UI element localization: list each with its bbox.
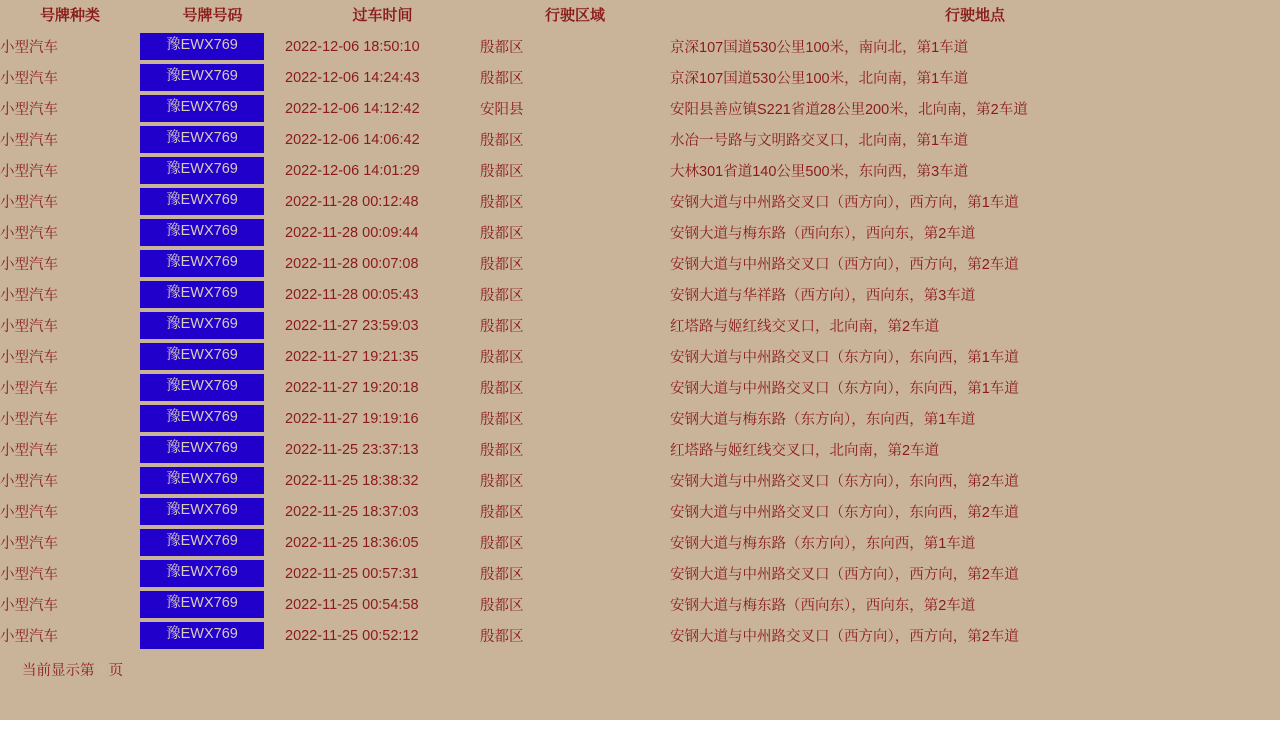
cell-driving-area: 殷都区	[480, 443, 524, 459]
cell-plate-number	[140, 589, 285, 620]
plate-number-badge[interactable]: 豫EWX769	[140, 591, 264, 617]
table-body	[0, 31, 1280, 651]
table-header	[0, 0, 1280, 31]
pagination-prefix: 当前显示第	[22, 663, 95, 679]
table-row	[0, 465, 1280, 496]
plate-number-badge[interactable]: 豫EWX769	[140, 219, 264, 245]
table-row	[0, 279, 1280, 310]
table-row	[0, 589, 1280, 620]
cell-plate-number	[140, 527, 285, 558]
cell-plate-number	[140, 217, 285, 248]
table-row	[0, 62, 1280, 93]
cell-plate-number	[140, 279, 285, 310]
cell-driving-place: 安钢大道与中州路交叉口（西方向），西方向，第2车道	[670, 629, 1019, 645]
cell-plate-type: 小型汽车	[0, 474, 58, 490]
column-header-pass-time: 过车时间	[352, 7, 413, 24]
cell-driving-place: 安钢大道与中州路交叉口（东方向），东向西，第1车道	[670, 350, 1019, 366]
cell-driving-place: 水冶一号路与文明路交叉口，北向南，第1车道	[670, 133, 969, 149]
cell-plate-type: 小型汽车	[0, 195, 58, 211]
cell-plate-number	[140, 124, 285, 155]
cell-plate-number	[140, 341, 285, 372]
cell-plate-type: 小型汽车	[0, 164, 58, 180]
cell-plate-number	[140, 620, 285, 651]
table-row	[0, 527, 1280, 558]
cell-driving-area: 殷都区	[480, 71, 524, 87]
cell-plate-type: 小型汽车	[0, 412, 58, 428]
cell-driving-place: 安钢大道与中州路交叉口（东方向），东向西，第2车道	[670, 474, 1019, 490]
cell-driving-area: 殷都区	[480, 226, 524, 242]
plate-number-badge[interactable]: 豫EWX769	[140, 250, 264, 276]
plate-number-badge[interactable]: 豫EWX769	[140, 622, 264, 648]
column-header-driving-area: 行驶区域	[544, 7, 605, 24]
cell-plate-type: 小型汽车	[0, 443, 58, 459]
plate-number-badge[interactable]: 豫EWX769	[140, 467, 264, 493]
table-row	[0, 620, 1280, 651]
column-header-plate-type: 号牌种类	[39, 7, 100, 24]
cell-pass-time: 2022-11-28 00:09:44	[285, 224, 419, 241]
table-row	[0, 372, 1280, 403]
cell-plate-number	[140, 372, 285, 403]
cell-driving-area: 殷都区	[480, 133, 524, 149]
cell-driving-area: 殷都区	[480, 195, 524, 211]
table-row	[0, 496, 1280, 527]
table-row	[0, 217, 1280, 248]
cell-pass-time: 2022-11-25 18:36:05	[285, 534, 419, 551]
cell-driving-area: 殷都区	[480, 629, 524, 645]
cell-plate-number	[140, 186, 285, 217]
cell-driving-place: 红塔路与姬红线交叉口，北向南，第2车道	[670, 443, 940, 459]
cell-pass-time: 2022-11-27 23:59:03	[285, 317, 419, 334]
pagination-suffix: 页	[108, 663, 124, 679]
cell-driving-area: 殷都区	[480, 381, 524, 397]
plate-number-badge[interactable]: 豫EWX769	[140, 436, 264, 462]
cell-pass-time: 2022-12-06 14:06:42	[285, 131, 420, 148]
bottom-strip	[0, 720, 1280, 734]
cell-plate-type: 小型汽车	[0, 567, 58, 583]
cell-driving-place: 大林301省道140公里500米，东向西，第3车道	[670, 164, 969, 180]
cell-pass-time: 2022-12-06 14:12:42	[285, 100, 420, 117]
cell-driving-area: 殷都区	[480, 536, 524, 552]
table-row	[0, 248, 1280, 279]
cell-pass-time: 2022-11-27 19:20:18	[285, 379, 419, 396]
cell-driving-area: 殷都区	[480, 474, 524, 490]
cell-driving-place: 安钢大道与中州路交叉口（东方向），东向西，第1车道	[670, 381, 1019, 397]
cell-pass-time: 2022-11-25 00:57:31	[285, 565, 419, 582]
cell-driving-area: 殷都区	[480, 350, 524, 366]
cell-plate-type: 小型汽车	[0, 319, 58, 335]
cell-plate-number	[140, 558, 285, 589]
cell-driving-area: 殷都区	[480, 40, 524, 56]
cell-plate-type: 小型汽车	[0, 381, 58, 397]
plate-number-badge[interactable]: 豫EWX769	[140, 64, 264, 90]
cell-plate-type: 小型汽车	[0, 288, 58, 304]
cell-driving-place: 安钢大道与梅东路（西向东），西向东，第2车道	[670, 226, 976, 242]
cell-driving-area: 殷都区	[480, 598, 524, 614]
table-row	[0, 186, 1280, 217]
pagination-status	[0, 659, 1280, 680]
cell-pass-time: 2022-11-25 23:37:13	[285, 441, 419, 458]
cell-plate-type: 小型汽车	[0, 133, 58, 149]
cell-pass-time: 2022-11-25 00:52:12	[285, 627, 419, 644]
cell-pass-time: 2022-11-25 18:38:32	[285, 472, 419, 489]
cell-pass-time: 2022-11-25 18:37:03	[285, 503, 419, 520]
table-row	[0, 31, 1280, 62]
table-row	[0, 124, 1280, 155]
column-header-driving-place: 行驶地点	[944, 7, 1005, 24]
plate-number-badge[interactable]: 豫EWX769	[140, 343, 264, 369]
cell-driving-area: 殷都区	[480, 567, 524, 583]
cell-driving-area: 殷都区	[480, 288, 524, 304]
cell-plate-number	[140, 155, 285, 186]
cell-pass-time: 2022-12-06 18:50:10	[285, 38, 420, 55]
cell-plate-number	[140, 93, 285, 124]
cell-driving-place: 安钢大道与中州路交叉口（西方向），西方向，第2车道	[670, 257, 1019, 273]
cell-plate-type: 小型汽车	[0, 71, 58, 87]
table-header-row	[0, 0, 1280, 31]
cell-driving-place: 安钢大道与华祥路（西方向），西向东，第3车道	[670, 288, 976, 304]
cell-plate-number	[140, 465, 285, 496]
cell-driving-place: 安钢大道与中州路交叉口（西方向），西方向，第2车道	[670, 567, 1019, 583]
cell-pass-time: 2022-11-28 00:07:08	[285, 255, 419, 272]
cell-driving-place: 安钢大道与梅东路（西向东），西向东，第2车道	[670, 598, 976, 614]
plate-number-badge[interactable]: 豫EWX769	[140, 405, 264, 431]
cell-plate-type: 小型汽车	[0, 350, 58, 366]
cell-pass-time: 2022-11-27 19:19:16	[285, 410, 419, 427]
cell-plate-type: 小型汽车	[0, 102, 58, 118]
cell-pass-time: 2022-11-25 00:54:58	[285, 596, 419, 613]
cell-driving-place: 安钢大道与中州路交叉口（西方向），西方向，第1车道	[670, 195, 1019, 211]
plate-number-badge[interactable]: 豫EWX769	[140, 498, 264, 524]
table-row	[0, 155, 1280, 186]
cell-driving-area: 安阳县	[480, 102, 524, 118]
cell-pass-time: 2022-11-28 00:05:43	[285, 286, 419, 303]
table-row	[0, 434, 1280, 465]
cell-driving-place: 京深107国道530公里100米，南向北，第1车道	[670, 40, 969, 56]
cell-pass-time: 2022-11-28 00:12:48	[285, 193, 419, 210]
table-row	[0, 93, 1280, 124]
plate-number-badge[interactable]: 豫EWX769	[140, 312, 264, 338]
cell-pass-time: 2022-12-06 14:24:43	[285, 69, 420, 86]
cell-plate-number	[140, 496, 285, 527]
cell-plate-type: 小型汽车	[0, 257, 58, 273]
plate-number-badge[interactable]: 豫EWX769	[140, 560, 264, 586]
cell-driving-place: 京深107国道530公里100米，北向南，第1车道	[670, 71, 969, 87]
table-row	[0, 310, 1280, 341]
pagination-page-number: 4	[97, 663, 106, 679]
cell-pass-time: 2022-12-06 14:01:29	[285, 162, 420, 179]
plate-number-badge[interactable]: 豫EWX769	[140, 157, 264, 183]
plate-number-badge[interactable]: 豫EWX769	[140, 188, 264, 214]
table-row	[0, 341, 1280, 372]
cell-driving-place: 红塔路与姬红线交叉口，北向南，第2车道	[670, 319, 940, 335]
cell-plate-number	[140, 403, 285, 434]
cell-driving-area: 殷都区	[480, 257, 524, 273]
plate-number-badge[interactable]: 豫EWX769	[140, 529, 264, 555]
cell-pass-time: 2022-11-27 19:21:35	[285, 348, 419, 365]
plate-number-badge[interactable]: 豫EWX769	[140, 126, 264, 152]
table-row	[0, 403, 1280, 434]
cell-plate-number	[140, 62, 285, 93]
cell-driving-area: 殷都区	[480, 505, 524, 521]
cell-plate-type: 小型汽车	[0, 598, 58, 614]
cell-plate-type: 小型汽车	[0, 505, 58, 521]
cell-plate-type: 小型汽车	[0, 40, 58, 56]
cell-plate-number	[140, 310, 285, 341]
plate-number-badge[interactable]: 豫EWX769	[140, 281, 264, 307]
cell-plate-type: 小型汽车	[0, 536, 58, 552]
cell-driving-area: 殷都区	[480, 319, 524, 335]
cell-driving-place: 安钢大道与梅东路（东方向），东向西，第1车道	[670, 412, 976, 428]
table-row	[0, 558, 1280, 589]
cell-plate-number	[140, 31, 285, 62]
cell-plate-number	[140, 434, 285, 465]
cell-driving-area: 殷都区	[480, 412, 524, 428]
cell-driving-place: 安钢大道与梅东路（东方向），东向西，第1车道	[670, 536, 976, 552]
cell-driving-area: 殷都区	[480, 164, 524, 180]
plate-number-badge[interactable]: 豫EWX769	[140, 374, 264, 400]
cell-driving-place: 安阳县善应镇S221省道28公里200米，北向南，第2车道	[670, 102, 1028, 118]
cell-plate-number	[140, 248, 285, 279]
plate-number-badge[interactable]: 豫EWX769	[140, 33, 264, 59]
cell-plate-type: 小型汽车	[0, 629, 58, 645]
cell-plate-type: 小型汽车	[0, 226, 58, 242]
plate-number-badge[interactable]: 豫EWX769	[140, 95, 264, 121]
column-header-plate-number: 号牌号码	[182, 7, 243, 24]
cell-driving-place: 安钢大道与中州路交叉口（东方向），东向西，第2车道	[670, 505, 1019, 521]
